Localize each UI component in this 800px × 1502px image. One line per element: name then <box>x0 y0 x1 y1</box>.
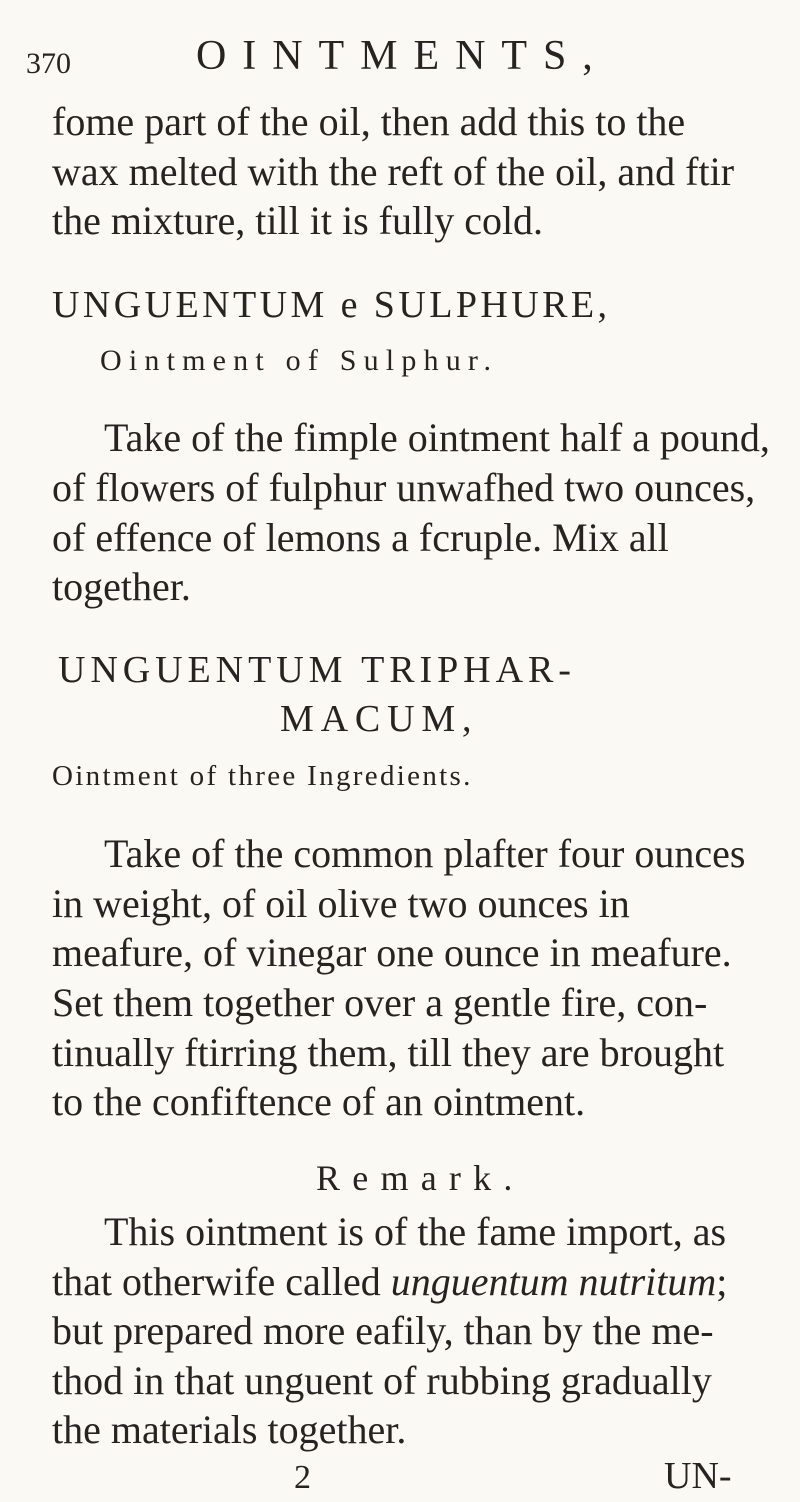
section2-line-2: in weight, of oil olive two ounces in <box>52 881 630 926</box>
remark-line-2 <box>52 1258 727 1306</box>
section1-line-1: Take of the fimple ointment half a pound, <box>104 415 770 460</box>
section2-line-5: tinually ftirring them, till they are brought <box>52 1030 725 1075</box>
remark-heading: Remark. <box>316 1158 525 1198</box>
remark-line-4: thod in that unguent of rubbing gradually <box>52 1358 712 1403</box>
remark-line-3: but prepared more eafily, than by the me- <box>52 1308 714 1353</box>
remark-line-1: This ointment is of the fame import, as <box>104 1209 727 1254</box>
running-title: OINTMENTS, <box>196 33 609 79</box>
section2-line-1: Take of the common plafter four ounces <box>104 831 746 876</box>
section2-line-4: Set them together over a gentle fire, con- <box>52 980 708 1025</box>
section2-line-3: meafure, of vinegar one ounce in meafure. <box>52 930 732 975</box>
remark-italic-term: unguentum nutritum <box>390 1259 717 1304</box>
section-subtitle-sulphur: Ointment of Sulphur. <box>100 344 499 377</box>
section1-line-3: of effence of lemons a fcruple. Mix all <box>52 515 669 560</box>
intro-line-3: the mixture, till it is fully cold. <box>52 198 544 243</box>
intro-line-1: fome part of the oil, then add this to the <box>52 99 686 144</box>
section-title-tripharmacum-1: UNGUENTUM TRIPHAR- <box>58 649 576 691</box>
section-title-tripharmacum-2: MACUM, <box>280 698 479 740</box>
intro-line-2: wax melted with the reft of the oil, and ftir <box>52 149 735 194</box>
section2-line-6: to the confiftence of an ointment. <box>52 1079 586 1124</box>
section-title-sulphur: UNGUENTUM e SULPHURE, <box>52 284 611 326</box>
signature-mark: 2 <box>294 1459 311 1496</box>
section-subtitle-three-ingredients: Ointment of three Ingredients. <box>52 760 473 792</box>
remark-line-2-end: ; <box>716 1259 728 1304</box>
page-number: 370 <box>26 47 71 80</box>
remark-line-5: the materials together. <box>52 1407 407 1452</box>
remark-line-2-text: that otherwife called <box>52 1259 391 1304</box>
section1-line-2: of flowers of fulphur unwafhed two ounces, <box>52 465 756 510</box>
section1-line-4: together. <box>52 564 191 609</box>
catchword: UN- <box>664 1455 732 1497</box>
